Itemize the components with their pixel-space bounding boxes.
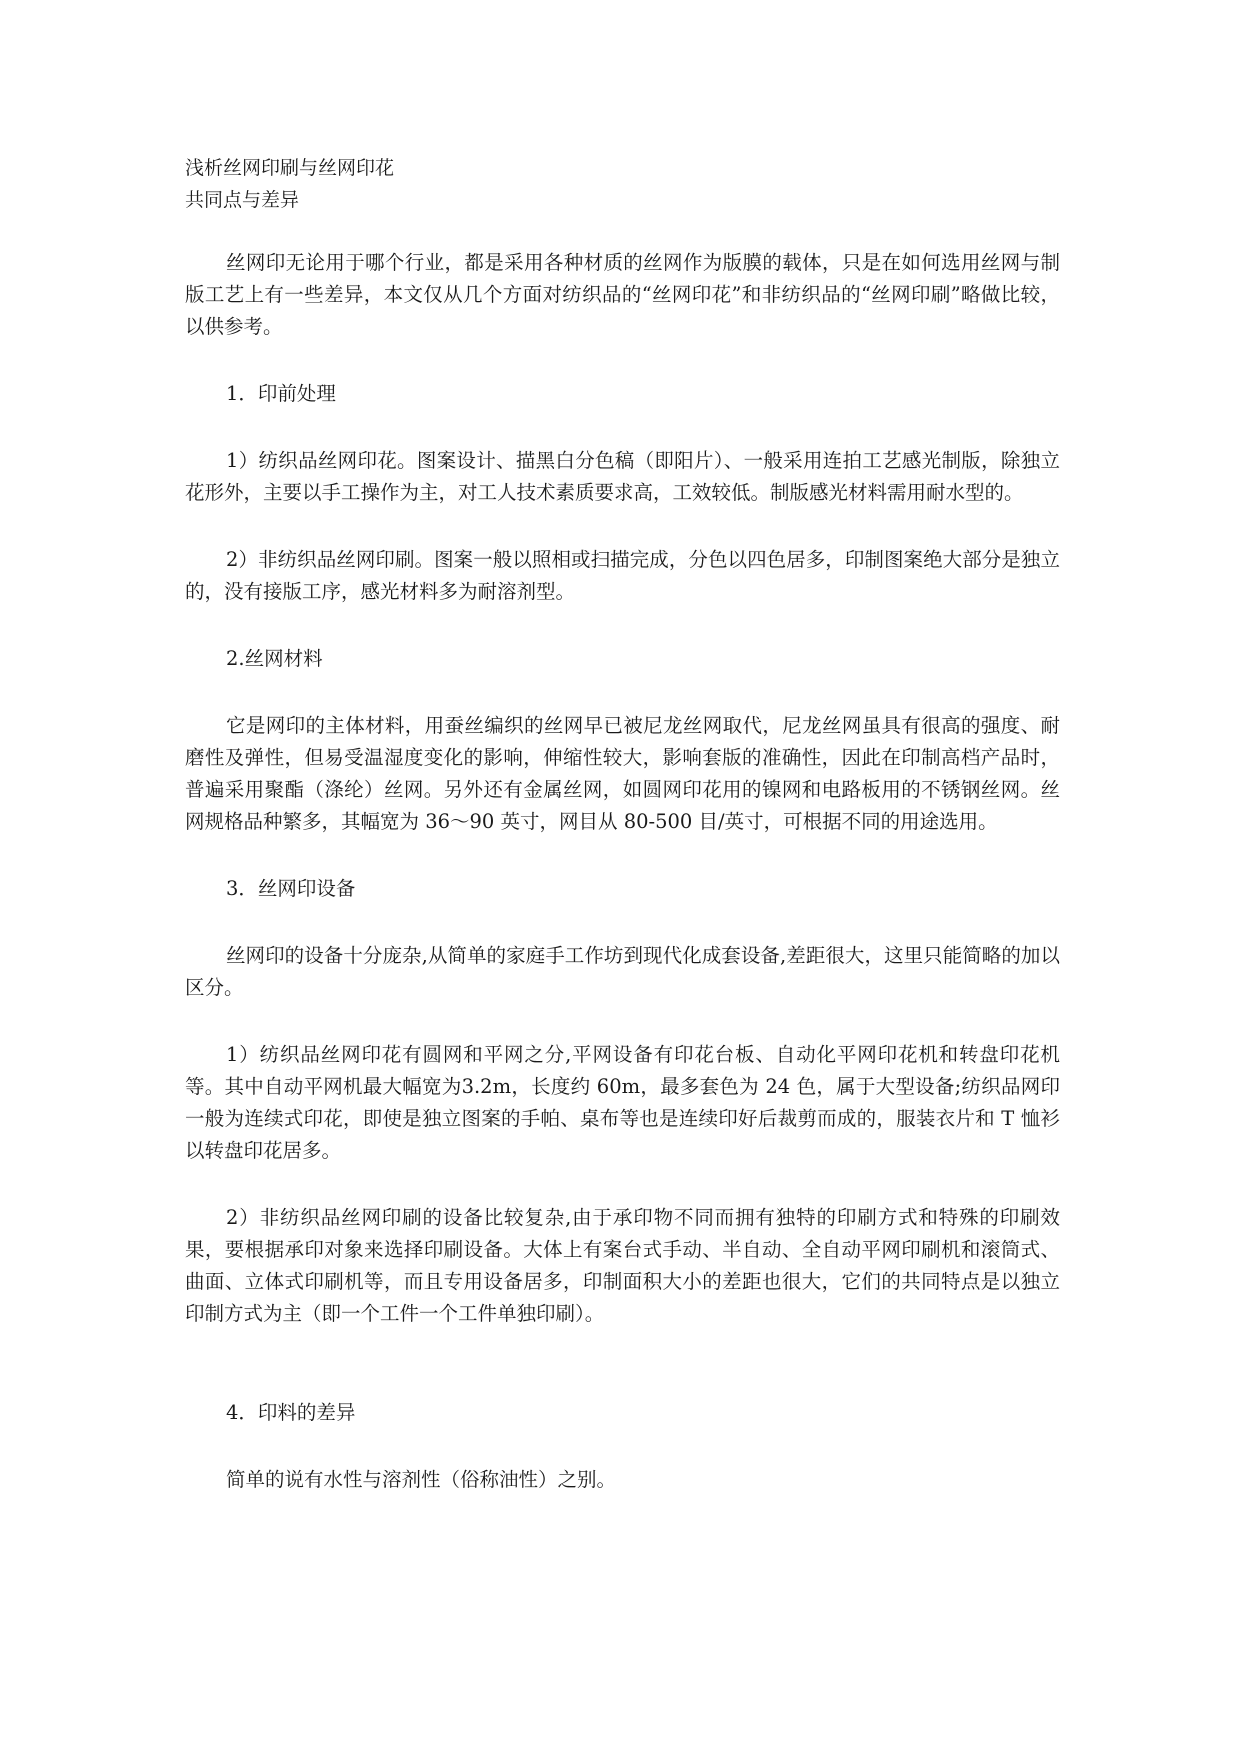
paragraph-mesh-material: 它是网印的主体材料，用蚕丝编织的丝网早已被尼龙丝网取代，尼龙丝网虽具有很高的强度、耐磨性及弹性，但易受温湿度变化的影响，伸缩性较大，影响套版的准确性，因此在印制高档产品时，普遍采用聚酯（涤纶）丝网。另外还有金属丝网，如圆网印花用的镍网和电路板用的不锈钢丝网。丝网规格品种繁多，其幅宽为 36～90 英寸，网目从 80-500 目/英寸，可根据不同的用途选用。 — [185, 714, 1060, 833]
section-heading-ink: 4．印料的差异 — [226, 1401, 356, 1424]
document-body — [185, 247, 1060, 1496]
paragraph-equipment-nontextile: 2）非纺织品丝网印刷的设备比较复杂,由于承印物不同而拥有独特的印刷方式和特殊的印刷效果，要根据承印对象来选择印刷设备。大体上有案台式手动、半自动、全自动平网印刷机和滚筒式、曲面、立体式印刷机等，而且专用设备居多，印制面积大小的差距也很大，它们的共同特点是以独立印制方式为主（即一个工件一个工件单独印刷）。 — [185, 1206, 1060, 1325]
section-heading-equipment: 3．丝网印设备 — [226, 877, 356, 900]
section-heading-mesh-material: 2.丝网材料 — [226, 647, 323, 670]
paragraph-ink: 简单的说有水性与溶剂性（俗称油性）之别。 — [226, 1468, 617, 1491]
intro-paragraph: 丝网印无论用于哪个行业，都是采用各种材质的丝网作为版膜的载体，只是在如何选用丝网与制版工艺上有一些差异，本文仅从几个方面对纺织品的“丝网印花”和非纺织品的“丝网印刷”略做比较，以供参考。 — [185, 251, 1060, 338]
paragraph-prepress-nontextile: 2）非纺织品丝网印刷。图案一般以照相或扫描完成，分色以四色居多，印制图案绝大部分是独立的，没有接版工序，感光材料多为耐溶剂型。 — [185, 548, 1060, 603]
title-block — [185, 152, 885, 216]
document-title: 浅析丝网印刷与丝网印花 — [185, 157, 395, 179]
paragraph-equipment-overview: 丝网印的设备十分庞杂,从简单的家庭手工作坊到现代化成套设备,差距很大，这里只能简略的加以区分。 — [185, 944, 1060, 999]
document-subtitle: 共同点与差异 — [185, 189, 300, 211]
paragraph-prepress-textile: 1）纺织品丝网印花。图案设计、描黑白分色稿（即阳片）、一般采用连拍工艺感光制版，除独立花形外，主要以手工操作为主，对工人技术素质要求高，工效较低。制版感光材料需用耐水型的。 — [185, 449, 1060, 504]
paragraph-equipment-textile: 1）纺织品丝网印花有圆网和平网之分,平网设备有印花台板、自动化平网印花机和转盘印花机等。其中自动平网机最大幅宽为3.2m，长度约 60m，最多套色为 24 色，属于大型设备;纺织品网印一般为连续式印花，即使是独立图案的手帕、桌布等也是连续印好后裁剪而成的，服装衣片和 T 恤衫以转盘印花居多。 — [185, 1043, 1060, 1162]
section-heading-prepress: 1．印前处理 — [226, 382, 336, 405]
